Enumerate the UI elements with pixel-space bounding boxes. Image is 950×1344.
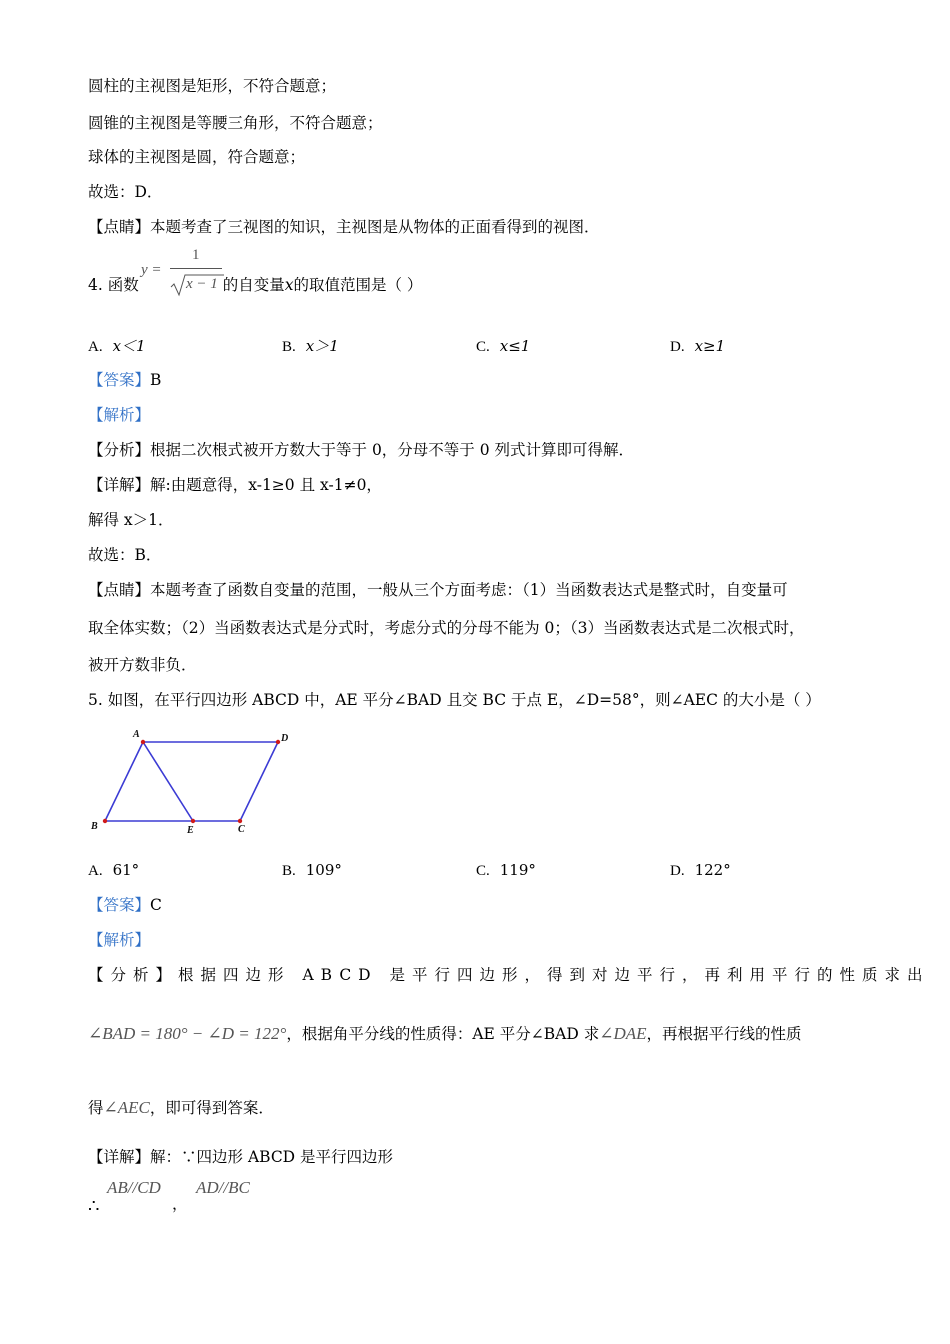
q4-detail: 【详解】解:由题意得，x-1≥0 且 x-1≠0， (88, 476, 382, 494)
parallel-ad-bc: AD//BC (196, 1178, 250, 1197)
comma: ， (172, 1195, 188, 1213)
q4-solve: 解得 x＞1． (88, 511, 174, 529)
q4-dianjing-2: 取全体实数；（2）当函数表达式是分式时，考虑分式的分母不能为 0；（3）当函数表达式是二次根式时， (88, 619, 805, 637)
q5-fenxi: 【分析】根据四边形 ABCD 是平行四边形，得到对边平行，再利用平行的性质求出 (88, 966, 930, 984)
text-line: 圆柱的主视图是矩形，不符合题意； (88, 77, 337, 95)
q5-option-c: C. 119° (476, 861, 536, 879)
q4-dianjing-1: 【点睛】本题考查了函数自变量的范围，一般从三个方面考虑：（1）当函数表达式是整式时，自变量可 (88, 581, 788, 599)
label-e: E (187, 825, 194, 836)
point-e (191, 819, 195, 823)
q4-option-b: B. x＞1 (282, 337, 339, 355)
q5-option-d: D. 122° (670, 861, 731, 879)
q4-prefix: 4. 函数 (88, 276, 139, 294)
q4-suffix-b: 的取值范围是（ ） (293, 276, 423, 294)
label-a: A (133, 729, 140, 740)
label-b: B (91, 821, 98, 832)
q4-var: x (284, 276, 294, 294)
q5-detail: 【详解】解：∵四边形 ABCD 是平行四边形 (88, 1148, 394, 1166)
comment-text: 本题考查了三视图的知识，主视图是从物体的正面看得到的视图． (150, 218, 600, 236)
equation-aec: ∠AEC (103, 1098, 150, 1117)
comment-line (88, 217, 600, 237)
q5-option-b: B. 109° (282, 861, 342, 879)
segment-ae (143, 742, 193, 821)
q4-fenxi: 【分析】根据二次根式被开方数大于等于 0，分母不等于 0 列式计算即可得解． (88, 441, 635, 459)
label-d: D (281, 733, 289, 744)
q4-option-d: D. x≥1 (670, 337, 726, 355)
equation-dae: ∠DAE (599, 1024, 647, 1043)
q4-choose: 故选：B． (88, 546, 162, 564)
q5-fenxi-end: 得∠AEC，即可得到答案． (88, 1098, 274, 1117)
formula-radicand: x − 1 (186, 276, 218, 292)
q4-option-a: A. x＜1 (88, 337, 146, 355)
therefore-symbol: ∴ (88, 1196, 100, 1217)
label-c: C (238, 824, 245, 835)
q4-answer: 【答案】B (88, 371, 162, 389)
text-line: 球体的主视图是圆，符合题意； (88, 148, 306, 166)
point-a (141, 740, 145, 744)
q4-dianjing-3: 被开方数非负． (88, 656, 197, 674)
comment-tag: 【点睛】 (88, 218, 151, 236)
formula-y: y = (141, 262, 162, 278)
q5-answer: 【答案】C (88, 896, 162, 914)
fraction-bar (170, 268, 222, 269)
q4-suffix-a: 的自变量 (222, 276, 285, 294)
parallel-ab-cd: AB//CD (107, 1178, 161, 1197)
q5-option-a: A. 61° (88, 861, 140, 879)
parallelogram-figure (86, 726, 296, 838)
edge-dc (240, 742, 278, 821)
question-5-stem: 5. 如图，在平行四边形 ABCD 中，AE 平分∠BAD 且交 BC 于点 E，∠D=58°，则∠AEC 的大小是（ ） (88, 691, 821, 709)
formula-numerator: 1 (192, 247, 200, 263)
question-4-stem (88, 275, 422, 295)
q4-option-c: C. x≤1 (476, 337, 531, 355)
equation-bad: ∠BAD = 180° − ∠D = 122° (88, 1024, 287, 1043)
point-c (238, 819, 242, 823)
point-d (276, 740, 280, 744)
text-line: 故选：D． (88, 183, 163, 201)
edge-ab (105, 742, 143, 821)
q5-fenxi-cont: ∠BAD = 180° − ∠D = 122°，根据角平分线的性质得：AE 平分∠BAD 求∠DAE，再根据平行线的性质 (88, 1024, 802, 1043)
q5-analysis-tag: 【解析】 (88, 931, 151, 949)
text-line: 圆锥的主视图是等腰三角形，不符合题意； (88, 114, 383, 132)
q4-analysis-tag: 【解析】 (88, 406, 151, 424)
point-b (103, 819, 107, 823)
